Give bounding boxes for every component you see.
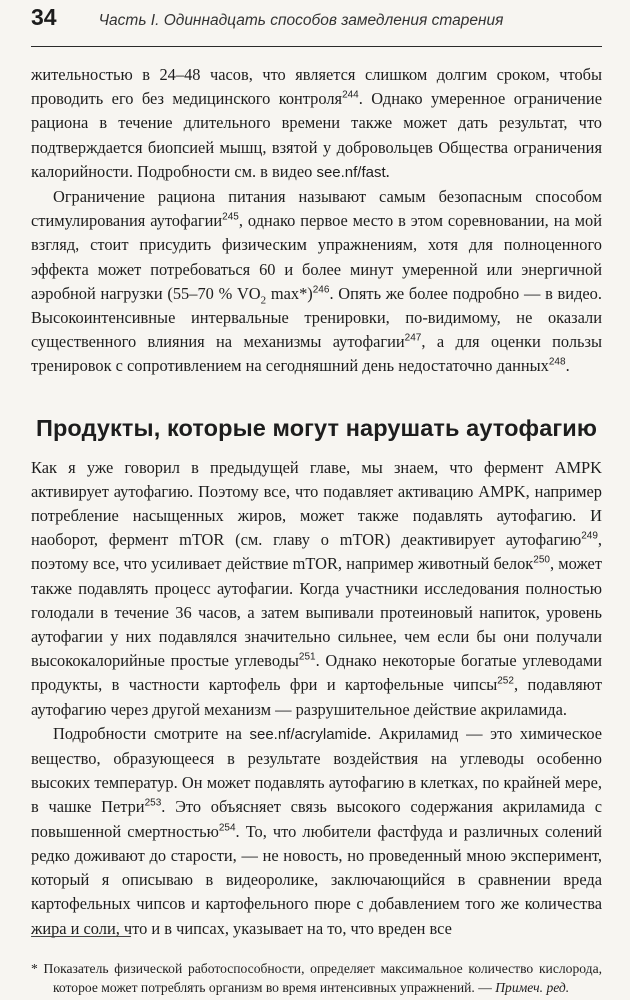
text-run: , поэтому все, что усиливает действие mTOR, например животный белок [31, 530, 602, 574]
text-run: . Опять же более подробно — в видео. Высокоинтенсивные интервальные тренировки, по-видимому, не оказали существенного влияния на механизмы аутофагии [31, 283, 602, 352]
endnote-ref[interactable]: 253 [144, 798, 162, 810]
text-run: Подробности смотрите на [53, 723, 250, 743]
endnote-ref[interactable]: 244 [342, 89, 359, 101]
paragraph-2 [31, 185, 602, 379]
text-run: max*) [266, 283, 313, 303]
endnote-ref[interactable]: 248 [548, 356, 566, 368]
text-run: , однако первое место в этом соревновании, на мой взгляд, стоит присудить физическим упражнениям, хотя для полноценного эффекта может потребоваться 60 и более минут умеренной или энергичной аэробной нагрузки (55–70 % VO [31, 211, 602, 303]
subscript: 2 [260, 294, 267, 307]
body-text-section [31, 456, 602, 941]
paragraph-4 [31, 722, 602, 941]
text-run: , может также подавлять процесс аутофагии. Когда участники исследования полностью голодали в течение 36 часов, а затем выпивали протеиновый напиток, уровень аутофагии у них подавлялся значительно сильнее, чем если бы они получали высококалорийные простые углеводы [31, 554, 602, 671]
endnote-ref[interactable]: 247 [404, 332, 422, 344]
text-run: Как я уже говорил в предыдущей главе, мы знаем, что фермент AMPK активирует аутофагию. Поэтому все, что подавляет активацию AMPK, например потребление насыщенных жиров, может также подавлять аутофагию. И наоборот, фермент mTOR (см. главу о mTOR) деактивирует аутофагию [31, 457, 602, 550]
section-heading: Продукты, которые могут нарушать аутофагию [35, 414, 597, 441]
paragraph-3 [31, 456, 602, 722]
page-number: 34 [31, 4, 57, 30]
text-run: , а для оценки пользы тренировок с сопротивлением на сегодняшний день недостаточно данных [31, 332, 602, 376]
text-run: . Однако умеренное ограничение рациона в течение длительного времени также может дать результат, что подтверждается биопсией мышц, взятой у добровольцев Общества ограничения калорийности. Подробности см. в видео [31, 89, 602, 181]
text-run: , подавляют аутофагию через другой механизм — разрушительное действие акриламида. [31, 675, 602, 719]
editor-note: Примеч. ред. [495, 979, 570, 995]
footnote [31, 959, 602, 997]
text-run: . То, что любители фастфуда и различных солений редко доживают до старости, — не новость, но проведенный мною эксперимент, который я описываю в видеоролике, заключающийся в сравнении вреда картофельных чипсов и картофельного пюре с добавлением того же количества жира и соли, что и в чипсах, указывает на то, что вреден все [31, 821, 602, 938]
text-run: . Это объясняет связь высокого содержания акриламида с повышенной смертностью [31, 797, 602, 841]
endnote-ref[interactable]: 245 [222, 211, 239, 223]
text-run: Ограничение рациона питания называют самым безопасным способом стимулирования аутофагии [31, 187, 602, 231]
video-link-acrylamide[interactable]: see.nf/acrylamide [249, 725, 368, 743]
text-run: . Акриламид — это химическое вещество, образующееся в результате воздействия на углеводы особенно высоких температур. Он может подавлять аутофагию в клетках, по крайней мере, в чашке Петри [31, 723, 602, 817]
text-run: . Однако некоторые богатые углеводами продукты, в частности картофель фри и картофельные чипсы [31, 651, 602, 695]
endnote-ref[interactable]: 249 [581, 530, 598, 542]
text-run: . [385, 161, 390, 181]
running-head [31, 0, 602, 46]
endnote-ref[interactable]: 252 [497, 676, 514, 687]
endnote-ref[interactable]: 254 [218, 822, 236, 834]
header-rule [31, 46, 602, 47]
footnote-rule [31, 936, 131, 937]
video-link-fast[interactable]: see.nf/fast [316, 163, 386, 181]
endnote-ref[interactable]: 250 [533, 554, 550, 566]
text-run: жительностью в 24–48 часов, что является слишком долгим сроком, чтобы проводить его без медицинского контроля [31, 65, 602, 109]
text-run: . [565, 356, 570, 376]
paragraph-1 [31, 63, 602, 185]
endnote-ref[interactable]: 246 [312, 284, 330, 296]
body-text [31, 63, 602, 379]
chapter-title: Часть I. Одиннадцать способов замедления старения [98, 12, 504, 29]
endnote-ref[interactable]: 251 [298, 651, 316, 663]
footnote-text: * Показатель физической работоспособности, определяет максимальное количество кислорода, которое может потреблять организм во время интенсивных упражнений. — [31, 960, 602, 995]
